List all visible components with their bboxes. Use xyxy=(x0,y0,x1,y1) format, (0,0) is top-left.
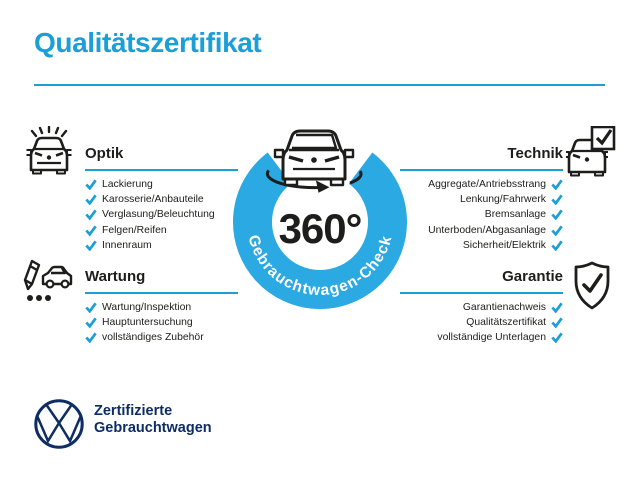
checklist-item xyxy=(85,192,215,207)
shiny-car-icon xyxy=(26,126,72,176)
check-icon xyxy=(551,225,563,236)
check-icon xyxy=(551,194,563,205)
section-heading-optik: Optik xyxy=(85,145,124,162)
checklist-item-label: Sicherheit/Elektrik xyxy=(462,239,546,251)
check-icon xyxy=(551,240,563,251)
checklist-item-label: Garantienachweis xyxy=(462,302,546,314)
checklist-item-label: Karosserie/Anbauteile xyxy=(102,194,204,206)
checklist-item-label: Innenraum xyxy=(102,239,152,251)
section-heading-wartung: Wartung xyxy=(85,268,146,285)
checklist-item xyxy=(85,223,215,238)
ring-label: Gebrauchtwagen-Check xyxy=(244,232,396,300)
checklist-item xyxy=(85,315,204,330)
checklist-item-label: Unterboden/Abgasanlage xyxy=(428,224,546,236)
check-icon xyxy=(551,209,563,220)
optik-checklist xyxy=(85,177,215,253)
checklist-item xyxy=(363,207,563,222)
checklist-item xyxy=(363,330,563,345)
section-underline xyxy=(85,292,238,294)
section-heading-technik: Technik xyxy=(507,145,563,162)
checklist-item xyxy=(363,223,563,238)
checklist-item-label: Wartung/Inspektion xyxy=(102,302,192,314)
car-checkbox-icon xyxy=(566,126,616,178)
check-icon xyxy=(85,209,97,220)
footer-brand-line2: Gebrauchtwagen xyxy=(94,420,212,436)
checklist-item-label: Lackierung xyxy=(102,179,153,191)
check-icon xyxy=(85,317,97,328)
page-title: Qualitätszertifikat xyxy=(34,27,262,58)
360-value: 360° xyxy=(278,205,362,252)
check-icon xyxy=(85,302,97,313)
vw-logo-icon xyxy=(33,398,85,450)
checklist-item-label: Verglasung/Beleuchtung xyxy=(102,209,215,221)
check-icon xyxy=(85,332,97,343)
pencil-car-icon xyxy=(23,259,73,309)
footer-brand-text xyxy=(94,403,212,437)
checklist-item-label: Qualitätszertifikat xyxy=(466,317,546,329)
footer-brand-line1: Zertifizierte xyxy=(94,403,173,419)
checklist-item xyxy=(363,300,563,315)
section-underline xyxy=(85,169,238,171)
checklist-item-label: Felgen/Reifen xyxy=(102,224,167,236)
section-underline xyxy=(400,292,563,294)
checklist-item xyxy=(363,192,563,207)
checklist-item-label: Lenkung/Fahrwerk xyxy=(459,194,546,206)
checklist-item xyxy=(85,207,215,222)
check-icon xyxy=(85,240,97,251)
check-icon xyxy=(85,225,97,236)
header-divider xyxy=(34,84,605,86)
checklist-item-label: Aggregate/Antriebsstrang xyxy=(428,179,546,191)
checklist-item-label: vollständiges Zubehör xyxy=(102,332,204,344)
shield-check-icon xyxy=(571,260,613,312)
checklist-item xyxy=(85,238,215,253)
technik-checklist xyxy=(363,177,563,253)
section-underline xyxy=(400,169,563,171)
checklist-item xyxy=(85,300,204,315)
car-rotation-icon xyxy=(275,131,353,185)
checklist-item-label: vollständige Unterlagen xyxy=(437,332,546,344)
garantie-checklist xyxy=(363,300,563,346)
check-icon xyxy=(85,179,97,190)
wartung-checklist xyxy=(85,300,204,346)
check-icon xyxy=(551,332,563,343)
checklist-item-label: Bremsanlage xyxy=(484,209,546,221)
check-icon xyxy=(551,179,563,190)
checklist-item xyxy=(363,315,563,330)
section-heading-garantie: Garantie xyxy=(502,268,563,285)
check-icon xyxy=(551,302,563,313)
checklist-item-label: Hauptuntersuchung xyxy=(102,317,193,329)
checklist-item xyxy=(85,330,204,345)
checklist-item xyxy=(363,177,563,192)
checklist-item xyxy=(85,177,215,192)
checklist-item xyxy=(363,238,563,253)
check-icon xyxy=(85,194,97,205)
check-icon xyxy=(551,317,563,328)
